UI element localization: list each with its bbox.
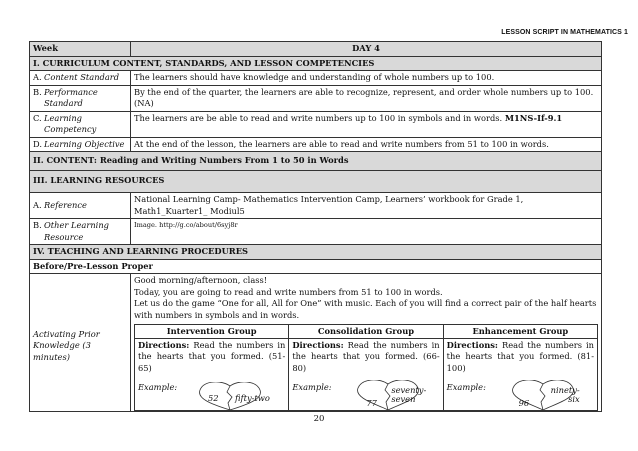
greeting-text: Good morning/afternoon, class!: [134, 275, 268, 285]
day-label: DAY 4: [131, 42, 602, 57]
example-label: Example:: [446, 382, 486, 392]
intro-text: Today, you are going to read and write numbers from 51 to 100 in words.: [134, 286, 443, 297]
other-resource-row: [30, 219, 602, 245]
performance-standard-text: By the end of the quarter, the learners are able to recognize, represent, and order whole numbers up to 100. (NA): [131, 85, 602, 111]
content-standard-row: [30, 71, 602, 86]
enhancement-group-header: Enhancement Group: [443, 325, 597, 339]
example-label: Example:: [138, 382, 178, 392]
document-header: LESSON SCRIPT IN MATHEMATICS 1: [501, 29, 628, 36]
section-content: II. CONTENT: Reading and Writing Numbers From 1 to 50 in Words: [30, 152, 602, 171]
consolidation-group-header: Consolidation Group: [289, 325, 443, 339]
before-lesson-heading: Before/Pre-Lesson Proper: [30, 259, 602, 274]
activating-content: [131, 274, 602, 412]
competency-code: M1NS-If-9.1: [504, 112, 563, 123]
week-row: [30, 42, 602, 57]
groups-table: [134, 324, 598, 411]
learning-competency-row: [30, 111, 602, 137]
learning-objective-text: At the end of the lesson, the learners are able to read and write numbers from 51 to 100 in words.: [131, 137, 602, 152]
performance-standard-row: [30, 85, 602, 111]
intervention-group-header: Intervention Group: [135, 325, 289, 339]
section-curriculum: I. CURRICULUM CONTENT, STANDARDS, AND LESSON COMPETENCIES: [30, 56, 602, 71]
learning-competency-text: The learners are be able to read and write numbers up to 100 in symbols and in words. M1NS-If-9.1: [131, 111, 602, 137]
page-number: 20: [313, 414, 325, 424]
performance-standard-label: B. Performance Standard: [30, 85, 131, 111]
learning-objective-label: D. Learning Objective: [30, 137, 131, 152]
consolidation-group-cell: Directions: Read the numbers in the hearts that you formed. (66-80) Example: 77 seventy- seven: [289, 338, 443, 411]
other-resource-text: Image. http://g.co/about/6syj8r: [131, 219, 602, 245]
other-resource-label: B. Other Learning Resource: [30, 219, 131, 245]
reference-label: A. Reference: [30, 193, 131, 219]
heart-number: 96: [518, 398, 530, 408]
content-standard-label: A. Content Standard: [30, 71, 131, 86]
content-standard-text: The learners should have knowledge and understanding of whole numbers up to 100.: [131, 71, 602, 86]
reference-text: National Learning Camp- Mathematics Intervention Camp, Learners’ workbook for Grade 1, Math1_Kuarter1_ Modiul5: [131, 193, 602, 219]
intervention-group-cell: Directions: Read the numbers in the hearts that you formed. (51-65) Example: 52 fifty-two: [135, 338, 289, 411]
section-resources: III. LEARNING RESOURCES: [30, 170, 602, 193]
activating-label: Activating Prior Knowledge (3 minutes): [30, 274, 131, 412]
section-procedures: IV. TEACHING AND LEARNING PROCEDURES: [30, 245, 602, 260]
learning-objective-row: [30, 137, 602, 152]
lesson-table: [29, 41, 602, 412]
heart-word: ninety- six: [550, 385, 580, 404]
heart-word: fifty-two: [235, 393, 270, 403]
reference-row: [30, 193, 602, 219]
game-text: Let us do the game “One for all, All for One” with music. Each of you will find a correct pair of the half hearts with numbers in symbols and in words.: [134, 298, 597, 320]
heart-number: 77: [366, 398, 377, 408]
heart-number: 52: [208, 393, 219, 403]
example-label: Example:: [292, 382, 332, 392]
learning-competency-label: C. Learning Competency: [30, 111, 131, 137]
activating-row: [30, 274, 602, 412]
week-label: Week: [30, 42, 131, 57]
heart-word: seventy- seven: [391, 385, 427, 404]
enhancement-group-cell: Directions: Read the numbers in the hearts that you formed. (81-100) Example: 96 ninety- six: [443, 338, 597, 411]
